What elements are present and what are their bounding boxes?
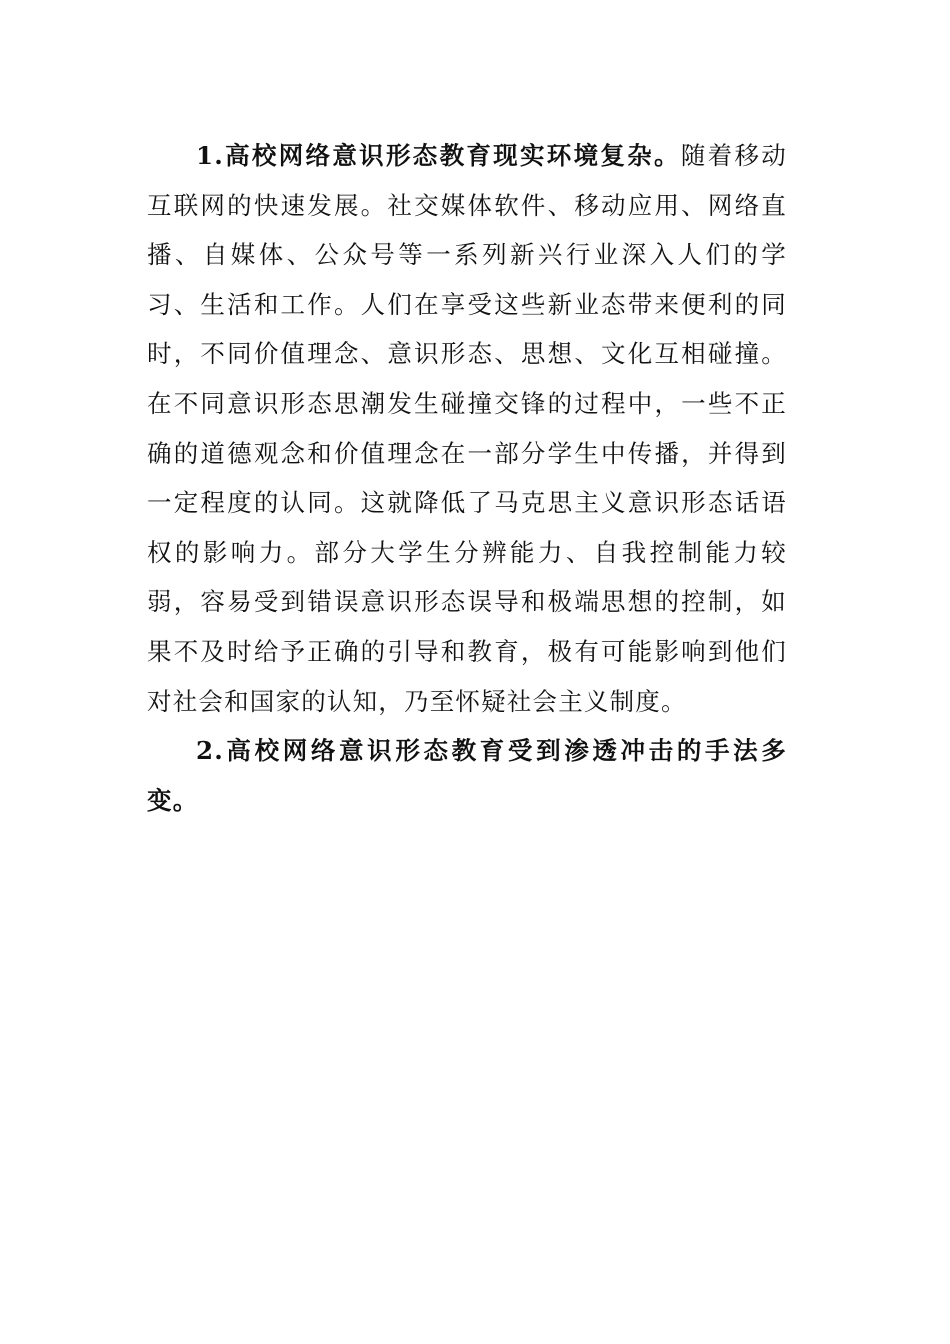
section-2-heading: 2.高校网络意识形态教育受到渗透冲击的手法多变。 <box>147 736 787 815</box>
section-1-heading: 1.高校网络意识形态教育现实环境复杂。 <box>196 141 681 170</box>
paragraph-section-2 <box>147 726 787 825</box>
paragraph-section-1 <box>147 131 787 726</box>
section-1-body: 随着移动互联网的快速发展。社交媒体软件、移动应用、网络直播、自媒体、公众号等一系列新兴行业深入人们的学习、生活和工作。人们在享受这些新业态带来便利的同时，不同价值理念、意识形态、思想、文化互相碰撞。在不同意识形态思潮发生碰撞交锋的过程中，一些不正确的道德观念和价值理念在一部分学生中传播，并得到一定程度的认同。这就降低了马克思主义意识形态话语权的影响力。部分大学生分辨能力、自我控制能力较弱，容易受到错误意识形态误导和极端思想的控制，如果不及时给予正确的引导和教育，极有可能影响到他们对社会和国家的认知，乃至怀疑社会主义制度。 <box>147 141 787 716</box>
document-body <box>147 131 787 825</box>
